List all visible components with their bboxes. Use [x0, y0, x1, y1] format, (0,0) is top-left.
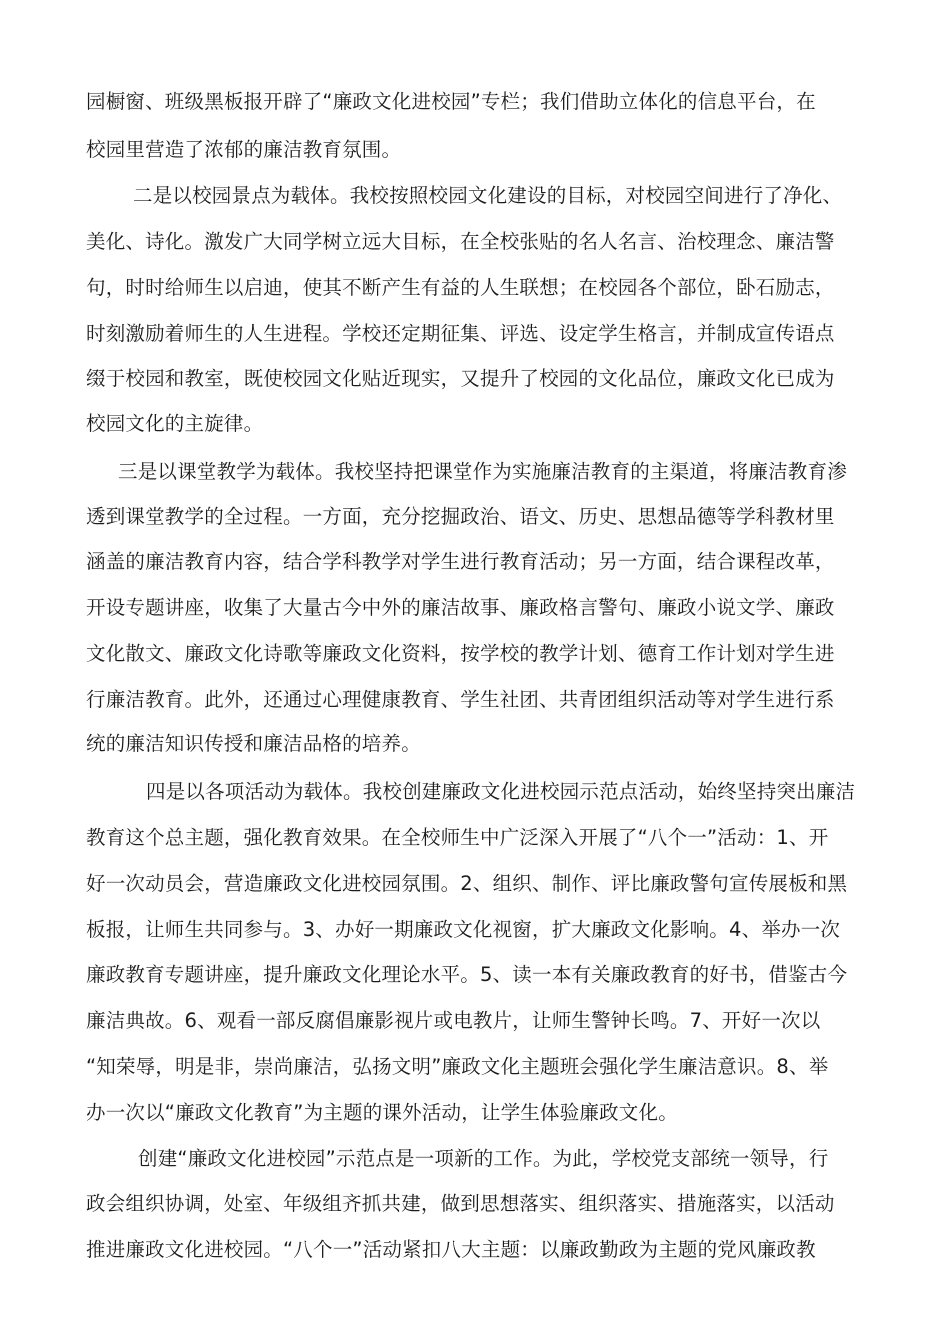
- paragraph-1-line-1: 园橱窗、班级黑板报开辟了“廉政文化进校园”专栏；我们借助立体化的信息平台，在: [86, 90, 816, 113]
- paragraph-1-line-2: 校园里营造了浓郁的廉洁教育氛围。: [86, 138, 402, 161]
- paragraph-3-line-1: 三是以课堂教学为载体。我校坚持把课堂作为实施廉洁教育的主渠道，将廉洁教育渗: [118, 460, 847, 483]
- paragraph-5-line-3: 推进廉政文化进校园。“八个一”活动紧扣八大主题：以廉政勤政为主题的党风廉政教: [86, 1238, 816, 1261]
- paragraph-5-line-2: 政会组织协调，处室、年级组齐抓共建，做到思想落实、组织落实、措施落实，以活动: [86, 1192, 835, 1215]
- paragraph-4-line-1: 四是以各项活动为载体。我校创建廉政文化进校园示范点活动，始终坚持突出廉洁: [146, 780, 856, 803]
- paragraph-2-line-6: 校园文化的主旋律。: [86, 412, 264, 435]
- paragraph-3-line-6: 行廉洁教育。此外，还通过心理健康教育、学生社团、共青团组织活动等对学生进行系: [86, 688, 835, 711]
- paragraph-3-line-5: 文化散文、廉政文化诗歌等廉政文化资料，按学校的教学计划、德育工作计划对学生进: [86, 642, 835, 665]
- paragraph-4-line-2: 教育这个总主题，强化教育效果。在全校师生中广泛深入开展了“八个一”活动：1、开: [86, 826, 829, 849]
- paragraph-2-line-2: 美化、诗化。激发广大同学树立远大目标，在全校张贴的名人名言、治校理念、廉洁警: [86, 230, 835, 253]
- paragraph-4-line-7: “知荣辱，明是非，崇尚廉洁，弘扬文明”廉政文化主题班会强化学生廉洁意识。8、举: [86, 1055, 829, 1078]
- paragraph-5-line-1: 创建“廉政文化进校园”示范点是一项新的工作。为此，学校党支部统一领导，行: [138, 1147, 829, 1170]
- paragraph-4-line-3: 好一次动员会，营造廉政文化进校园氛围。2、组织、制作、评比廉政警句宣传展板和黑: [86, 872, 848, 895]
- paragraph-2-line-1: 二是以校园景点为载体。我校按照校园文化建设的目标，对校园空间进行了净化、: [133, 184, 843, 207]
- paragraph-4-line-6: 廉洁典故。6、观看一部反腐倡廉影视片或电教片，让师生警钟长鸣。7、开好一次以: [86, 1009, 821, 1032]
- paragraph-4-line-4: 板报，让师生共同参与。3、办好一期廉政文化视窗，扩大廉政文化影响。4、举办一次: [86, 918, 841, 941]
- paragraph-3-line-2: 透到课堂教学的全过程。一方面，充分挖掘政治、语文、历史、思想品德等学科教材里: [86, 505, 835, 528]
- paragraph-4-line-8: 办一次以“廉政文化教育”为主题的课外活动，让学生体验廉政文化。: [86, 1101, 678, 1124]
- paragraph-2-line-3: 句，时时给师生以启迪，使其不断产生有益的人生联想；在校园各个部位，卧石励志，: [86, 276, 835, 299]
- paragraph-2-line-5: 缀于校园和教室，既使校园文化贴近现实，又提升了校园的文化品位，廉政文化已成为: [86, 367, 835, 390]
- paragraph-3-line-4: 开设专题讲座，收集了大量古今中外的廉洁故事、廉政格言警句、廉政小说文学、廉政: [86, 596, 835, 619]
- paragraph-2-line-4: 时刻激励着师生的人生进程。学校还定期征集、评选、设定学生格言，并制成宣传语点: [86, 322, 835, 345]
- paragraph-3-line-7: 统的廉洁知识传授和廉洁品格的培养。: [86, 732, 421, 755]
- paragraph-4-line-5: 廉政教育专题讲座，提升廉政文化理论水平。5、读一本有关廉政教育的好书，借鉴古今: [86, 963, 848, 986]
- paragraph-3-line-3: 涵盖的廉洁教育内容，结合学科教学对学生进行教育活动；另一方面，结合课程改革，: [86, 550, 835, 573]
